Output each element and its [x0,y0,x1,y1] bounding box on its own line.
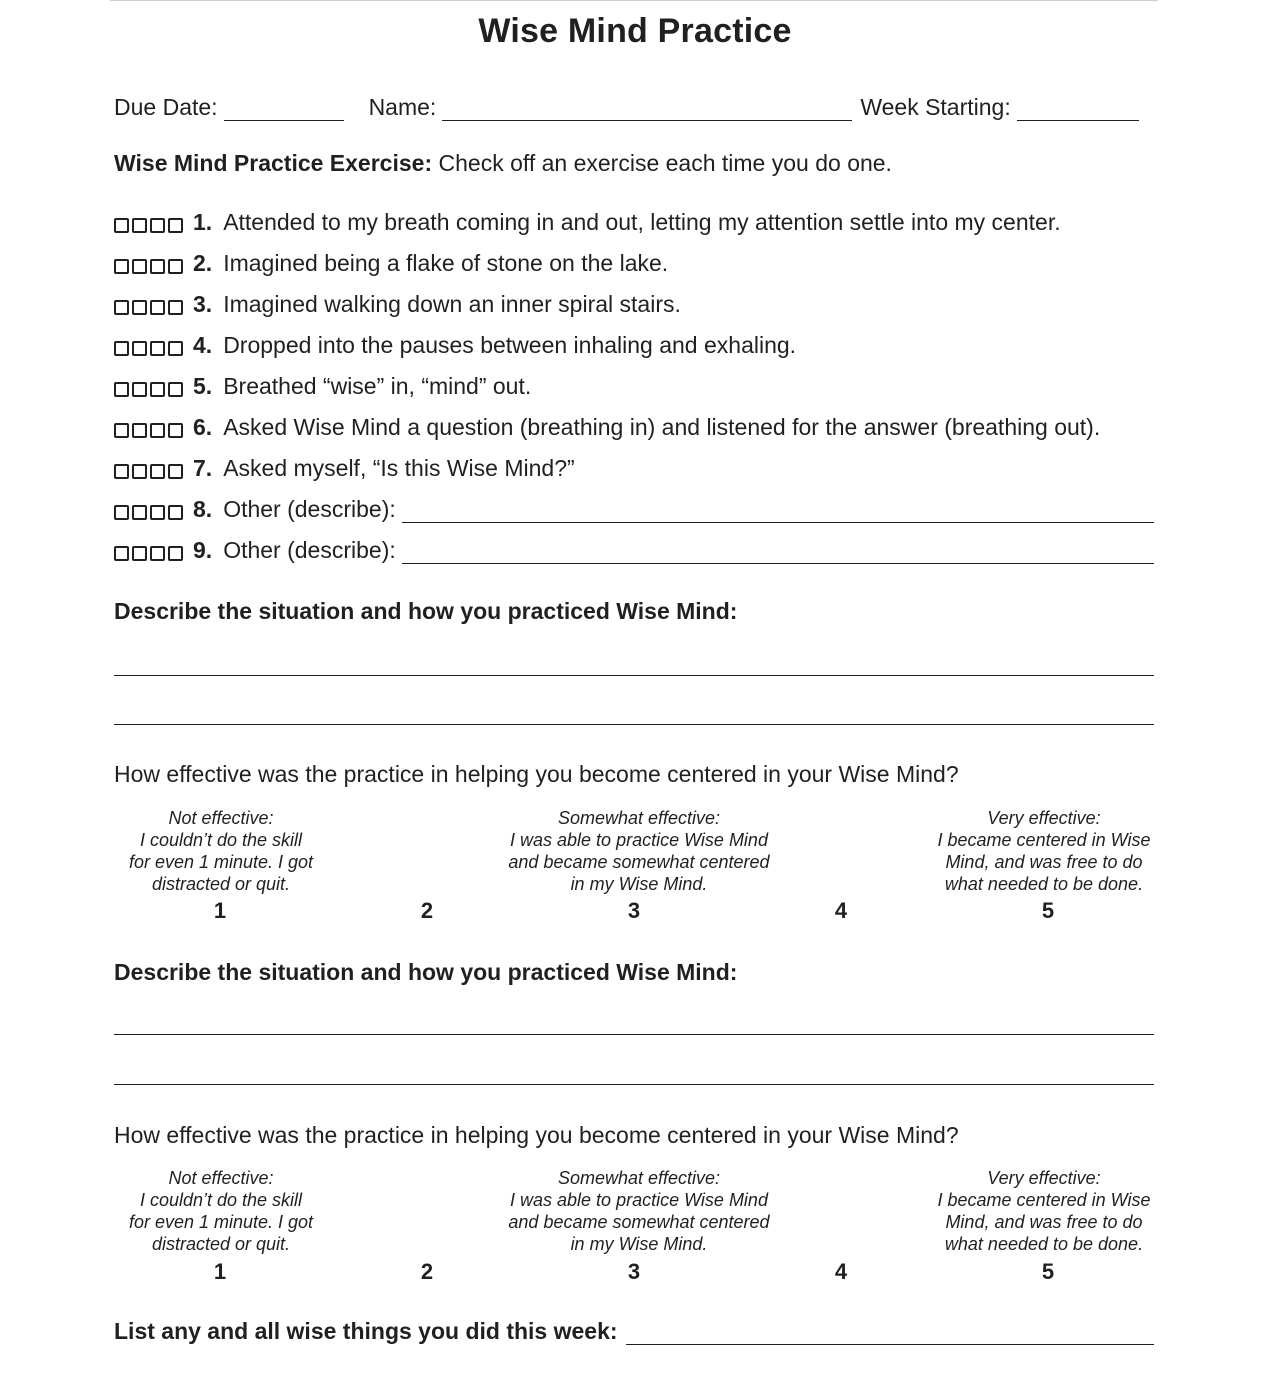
anchor-somewhat-effective: Somewhat effective: I was able to practice Wise Mind and became somewhat centered in my Wise Mind. [508,1168,770,1254]
checkbox[interactable] [132,259,147,274]
instructions-text: Check off an exercise each time you do one. [432,150,892,176]
week-starting-field[interactable] [1017,96,1139,121]
rating-option-1[interactable]: 1 [213,898,227,923]
checkbox[interactable] [114,505,129,520]
rating-option-5[interactable]: 5 [1041,898,1055,923]
checkbox[interactable] [114,546,129,561]
list-item [114,247,1154,277]
checkbox[interactable] [150,382,165,397]
list-item [114,206,1154,236]
week-starting-label: Week Starting: [860,94,1011,120]
name-field[interactable] [442,96,852,121]
rating-option-2[interactable]: 2 [420,1259,434,1284]
checkbox[interactable] [114,218,129,233]
checkbox[interactable] [150,423,165,438]
item-number: 3. [193,291,213,317]
anchor-not-effective: Not effective: I couldn’t do the skill for even 1 minute. I got distracted or quit. [128,1168,314,1254]
item-number: 2. [193,250,213,276]
other-describe-field[interactable] [402,539,1154,564]
effectiveness-question: How effective was the practice in helping you become centered in your Wise Mind? [114,1122,959,1148]
wise-things-row [114,1318,1154,1345]
item-number: 9. [193,537,213,563]
rating-option-4[interactable]: 4 [834,898,848,923]
checkbox[interactable] [114,341,129,356]
top-rule [110,0,1158,1]
item-text: Imagined walking down an inner spiral stairs. [223,291,681,317]
rating-option-5[interactable]: 5 [1041,1259,1055,1284]
item-text: Imagined being a flake of stone on the lake. [223,250,669,276]
checkbox[interactable] [168,341,183,356]
checkbox[interactable] [132,341,147,356]
item-number: 8. [193,496,213,522]
checkbox[interactable] [168,423,183,438]
rating-option-3[interactable]: 3 [627,898,641,923]
answer-line[interactable] [114,724,1154,725]
checkbox[interactable] [132,546,147,561]
list-item [114,452,1154,482]
anchor-not-effective: Not effective: I couldn’t do the skill for even 1 minute. I got distracted or quit. [128,808,314,894]
list-item [114,370,1154,400]
list-item [114,288,1154,318]
item-text: Other (describe): [223,537,396,563]
section-heading: Describe the situation and how you practiced Wise Mind: [114,598,738,624]
item-number: 6. [193,414,213,440]
item-text: Asked Wise Mind a question (breathing in) and listened for the answer (breathing out). [223,414,1101,440]
instructions-bold: Wise Mind Practice Exercise: [114,150,433,176]
anchor-somewhat-effective: Somewhat effective: I was able to practice Wise Mind and became somewhat centered in my Wise Mind. [508,808,770,894]
checkbox[interactable] [114,382,129,397]
other-describe-field[interactable] [402,498,1154,523]
rating-option-3[interactable]: 3 [627,1259,641,1284]
item-text: Asked myself, “Is this Wise Mind?” [223,455,575,481]
checkbox[interactable] [114,300,129,315]
header-fields [114,94,1154,121]
checkbox[interactable] [132,505,147,520]
rating-option-1[interactable]: 1 [213,1259,227,1284]
wise-things-field[interactable] [626,1320,1154,1345]
checkbox[interactable] [132,382,147,397]
answer-line[interactable] [114,1034,1154,1035]
checkbox[interactable] [150,300,165,315]
checkbox[interactable] [150,341,165,356]
item-number: 5. [193,373,213,399]
item-text: Dropped into the pauses between inhaling and exhaling. [223,332,797,358]
due-date-field[interactable] [224,96,344,121]
list-item [114,534,1154,564]
wise-things-label: List any and all wise things you did this week: [114,1318,618,1344]
checkbox[interactable] [168,464,183,479]
checkbox[interactable] [150,505,165,520]
checkbox[interactable] [168,218,183,233]
checkbox[interactable] [168,382,183,397]
list-item [114,329,1154,359]
item-text: Breathed “wise” in, “mind” out. [223,373,532,399]
answer-line[interactable] [114,675,1154,676]
item-text: Other (describe): [223,496,396,522]
list-item [114,411,1154,441]
section-heading: Describe the situation and how you practiced Wise Mind: [114,959,738,985]
checkbox[interactable] [150,546,165,561]
checkbox[interactable] [114,423,129,438]
checkbox[interactable] [168,300,183,315]
name-label: Name: [368,94,437,120]
item-number: 7. [193,455,213,481]
rating-option-4[interactable]: 4 [834,1259,848,1284]
checkbox[interactable] [132,218,147,233]
checkbox[interactable] [150,464,165,479]
checkbox[interactable] [114,464,129,479]
checkbox[interactable] [168,259,183,274]
item-number: 4. [193,332,213,358]
checkbox[interactable] [168,505,183,520]
rating-option-2[interactable]: 2 [420,898,434,923]
checkbox[interactable] [132,423,147,438]
effectiveness-question: How effective was the practice in helping you become centered in your Wise Mind? [114,761,959,787]
item-text: Attended to my breath coming in and out, letting my attention settle into my center. [223,209,1061,235]
due-date-label: Due Date: [114,94,218,120]
checkbox[interactable] [150,259,165,274]
anchor-very-effective: Very effective: I became centered in Wise Mind, and was free to do what needed to be done. [937,808,1151,894]
checkbox[interactable] [132,300,147,315]
page-title: Wise Mind Practice [478,12,792,50]
checkbox[interactable] [150,218,165,233]
checkbox[interactable] [132,464,147,479]
answer-line[interactable] [114,1084,1154,1085]
item-number: 1. [193,209,213,235]
instructions [114,150,892,177]
checkbox[interactable] [168,546,183,561]
anchor-very-effective: Very effective: I became centered in Wise Mind, and was free to do what needed to be done. [937,1168,1151,1254]
list-item [114,493,1154,523]
checkbox[interactable] [114,259,129,274]
